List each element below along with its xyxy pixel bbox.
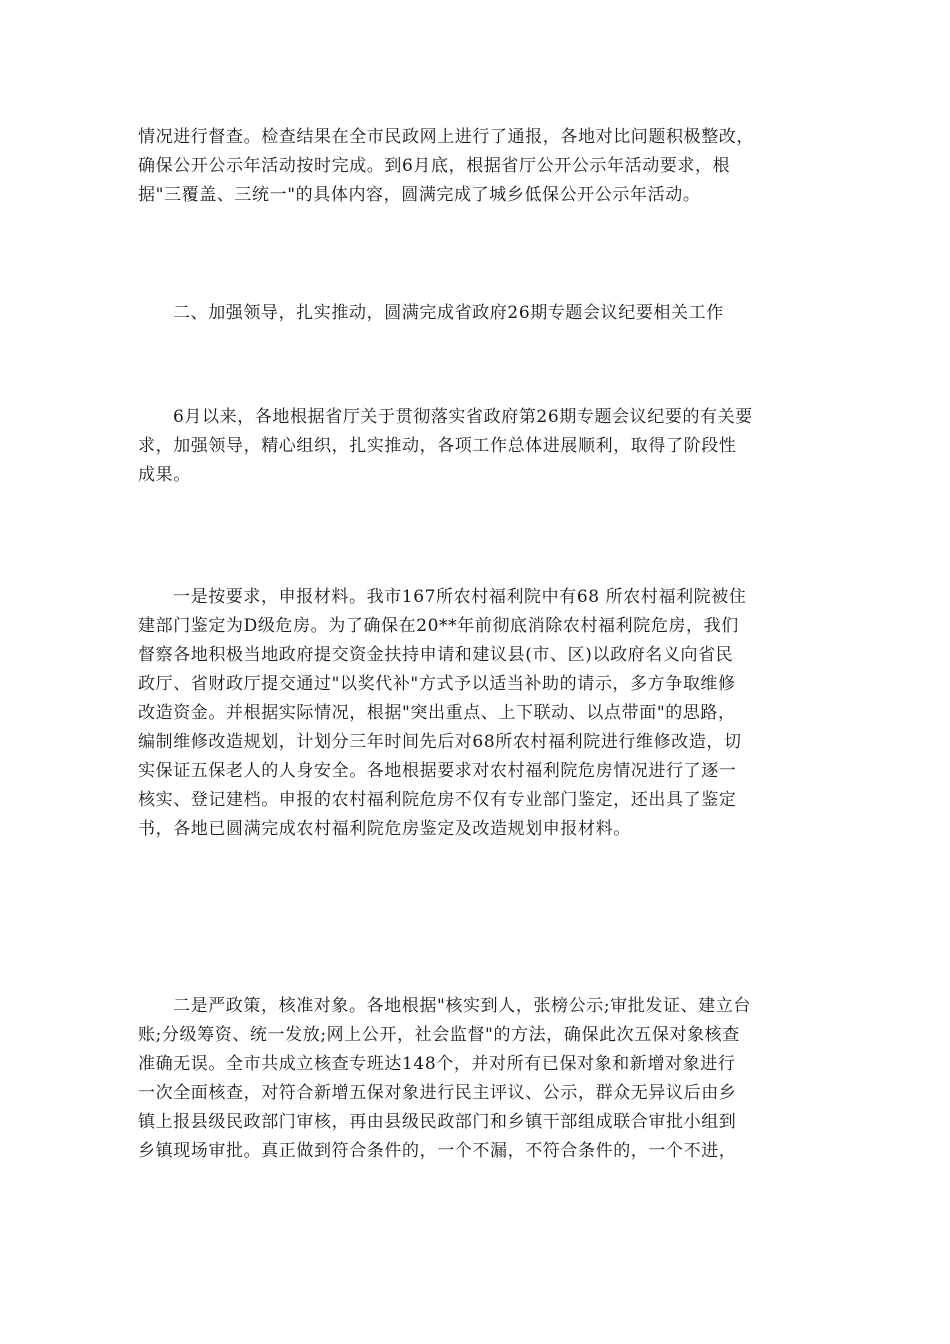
text-line: 账;分级筹资、统一发放;网上公开，社会监督"的方法，确保此次五保对象核查 [138, 1025, 740, 1045]
text-line: 一次全面核查，对符合新增五保对象进行民主评议、公示，群众无异议后由乡 [138, 1083, 737, 1103]
paragraph-continuation [138, 123, 818, 210]
text-line: 乡镇现场审批。真正做到符合条件的，一个不漏，不符合条件的，一个不进， [138, 1141, 737, 1161]
text-line: 确保公开公示年活动按时完成。到6月底，根据省厅公开公示年活动要求，根 [138, 156, 731, 176]
text-line: 一是按要求，申报材料。我市167所农村福利院中有68 所农村福利院被住 [173, 587, 747, 607]
text-line: 实保证五保老人的人身安全。各地根据要求对农村福利院危房情况进行了逐一 [138, 761, 737, 781]
text-line: 政厅、省财政厅提交通过"以奖代补"方式予以适当补助的请示，多方争取维修 [138, 674, 736, 694]
paragraph-item-one [138, 583, 818, 844]
heading-text: 二、加强领导，扎实推动，圆满完成省政府26期专题会议纪要相关工作 [173, 303, 724, 323]
text-line: 求，加强领导，精心组织，扎实推动，各项工作总体进展顺利，取得了阶段性 [138, 436, 737, 456]
text-line: 建部门鉴定为D级危房。为了确保在20**年前彻底消除农村福利院危房，我们 [138, 616, 739, 636]
paragraph-intro [138, 403, 818, 490]
text-line: 镇上报县级民政部门审核，再由县级民政部门和乡镇干部组成联合审批小组到 [138, 1112, 737, 1132]
section-heading [138, 299, 818, 328]
text-line: 改造资金。并根据实际情况，根据"突出重点、上下联动、以点带面"的思路， [138, 703, 736, 723]
text-line: 情况进行督查。检查结果在全市民政网上进行了通报，各地对比问题积极整改， [138, 127, 754, 147]
text-line: 据"三覆盖、三统一"的具体内容，圆满完成了城乡低保公开公示年活动。 [138, 185, 701, 205]
text-line: 6月以来，各地根据省厅关于贯彻落实省政府第26期专题会议纪要的有关要 [173, 407, 753, 427]
text-line: 编制维修改造规划，计划分三年时间先后对68所农村福利院进行维修改造，切 [138, 732, 742, 752]
text-line: 督察各地积极当地政府提交资金扶持申请和建议县(市、区)以政府名义向省民 [138, 645, 734, 665]
text-line: 准确无误。全市共成立核查专班达148个，并对所有已保对象和新增对象进行 [138, 1054, 736, 1074]
text-line: 二是严政策，核准对象。各地根据"核实到人，张榜公示;审批发证、建立台 [173, 996, 751, 1016]
paragraph-item-two [138, 992, 818, 1166]
text-line: 成果。 [138, 465, 191, 485]
text-line: 核实、登记建档。申报的农村福利院危房不仅有专业部门鉴定，还出具了鉴定 [138, 790, 737, 810]
text-line: 书，各地已圆满完成农村福利院危房鉴定及改造规划申报材料。 [138, 819, 631, 839]
